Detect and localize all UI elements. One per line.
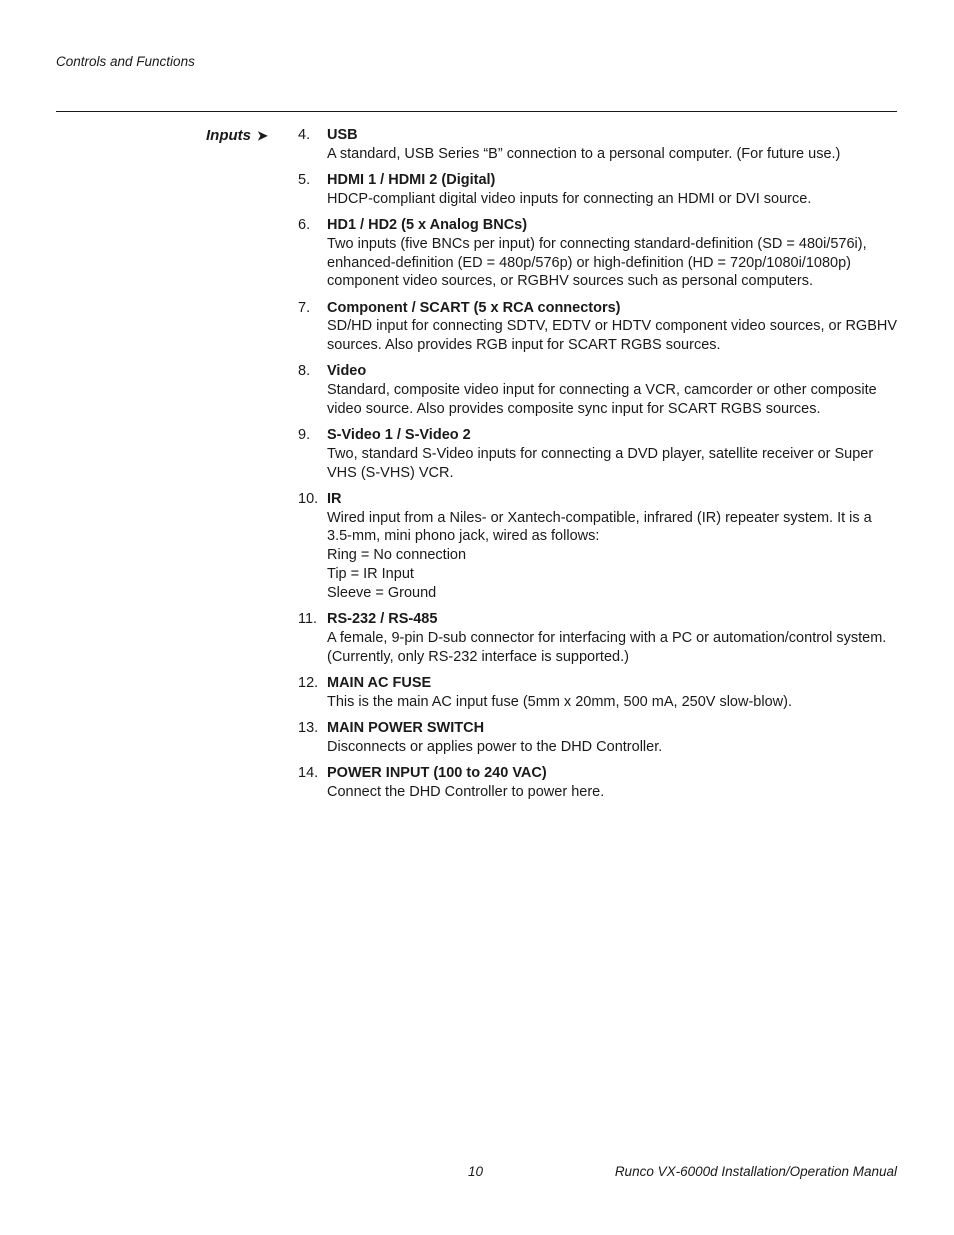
item-description (327, 783, 898, 802)
item-number: 5. (298, 171, 311, 188)
item-number: 4. (298, 127, 311, 143)
item-title: RS-232 / RS-485 (327, 611, 438, 628)
item-description-line: Ring = No connection (327, 547, 467, 564)
item-description (327, 693, 898, 712)
list-item (298, 674, 898, 712)
item-number: 6. (298, 216, 311, 233)
item-description (327, 509, 898, 603)
item-description (327, 381, 898, 419)
list-item (298, 362, 898, 418)
item-description-line: HDCP-compliant digital video inputs for connecting an HDMI or DVI source. (327, 190, 812, 207)
item-title: Component / SCART (5 x RCA connectors) (327, 299, 621, 316)
item-description-line: A female, 9-pin D-sub connector for interfacing with a PC or automation/control system. (Currently, only RS-232 interface is supported.) (327, 629, 887, 665)
inputs-list (298, 126, 898, 809)
item-description (327, 317, 898, 355)
item-description (327, 190, 898, 209)
running-head: Controls and Functions (56, 54, 195, 69)
list-item (298, 719, 898, 757)
item-title: Video (327, 363, 367, 380)
item-description-line: Disconnects or applies power to the DHD Controller. (327, 738, 663, 755)
list-item (298, 299, 898, 355)
page-number: 10 (468, 1164, 484, 1179)
list-item (298, 490, 898, 603)
item-title: USB (327, 127, 358, 143)
list-item (298, 216, 898, 291)
item-description-line: SD/HD input for connecting SDTV, EDTV or HDTV component video sources, or RGBHV sources. Also provides RGB input for SCART RGBS sources. (327, 318, 898, 354)
item-description (327, 445, 898, 483)
item-number: 11. (298, 611, 318, 628)
list-item (298, 171, 898, 209)
item-description (327, 629, 898, 667)
item-title: HDMI 1 / HDMI 2 (Digital) (327, 171, 496, 188)
item-description-line: Wired input from a Niles- or Xantech-compatible, infrared (IR) repeater system. It is a 3.5-mm, mini phono jack, wired as follows: (327, 509, 872, 545)
item-title: MAIN AC FUSE (327, 674, 432, 691)
list-item (298, 610, 898, 666)
item-number: 13. (298, 719, 319, 736)
item-number: 9. (298, 427, 311, 444)
item-description-line: Sleeve = Ground (327, 584, 437, 601)
manual-title: Runco VX-6000d Installation/Operation Manual (614, 1164, 897, 1179)
item-description-line: This is the main AC input fuse (5mm x 20mm, 500 mA, 250V slow-blow). (327, 693, 792, 710)
item-description-line: Connect the DHD Controller to power here. (327, 783, 605, 800)
list-item (298, 426, 898, 482)
item-number: 10. (298, 490, 319, 507)
list-item (298, 126, 898, 164)
item-description-line: Standard, composite video input for connecting a VCR, camcorder or other composite video source. Also provides composite sync input for SCART RGBS sources. (327, 382, 877, 417)
item-number: 12. (298, 674, 319, 691)
item-description-line: Tip = IR Input (327, 566, 414, 583)
item-description-line: Two inputs (five BNCs per input) for connecting standard-definition (SD = 480i/576i), enhanced-definition (ED = 480p/576p) or high-definition (HD = 720p/1080i/1080p) component video sources, or RGBHV sources such as personal computers. (327, 235, 867, 290)
arrow-right-icon: ➤ (257, 128, 268, 143)
item-description-line: A standard, USB Series “B” connection to a personal computer. (For future use.) (327, 145, 841, 162)
item-title: MAIN POWER SWITCH (327, 719, 485, 736)
header-rule (56, 111, 897, 112)
section-heading-label: Inputs (206, 127, 251, 144)
item-number: 7. (298, 299, 311, 316)
item-title: POWER INPUT (100 to 240 VAC) (327, 764, 547, 781)
section-heading (206, 127, 268, 144)
list-item (298, 764, 898, 802)
item-description (327, 235, 898, 291)
item-description (327, 738, 898, 757)
item-number: 8. (298, 363, 311, 380)
item-description-line: Two, standard S-Video inputs for connecting a DVD player, satellite receiver or Super VHS (S-VHS) VCR. (327, 445, 874, 481)
item-number: 14. (298, 764, 319, 781)
item-title: HD1 / HD2 (5 x Analog BNCs) (327, 216, 528, 233)
item-title: S-Video 1 / S-Video 2 (327, 427, 471, 444)
item-description (327, 145, 898, 164)
item-title: IR (327, 490, 342, 507)
